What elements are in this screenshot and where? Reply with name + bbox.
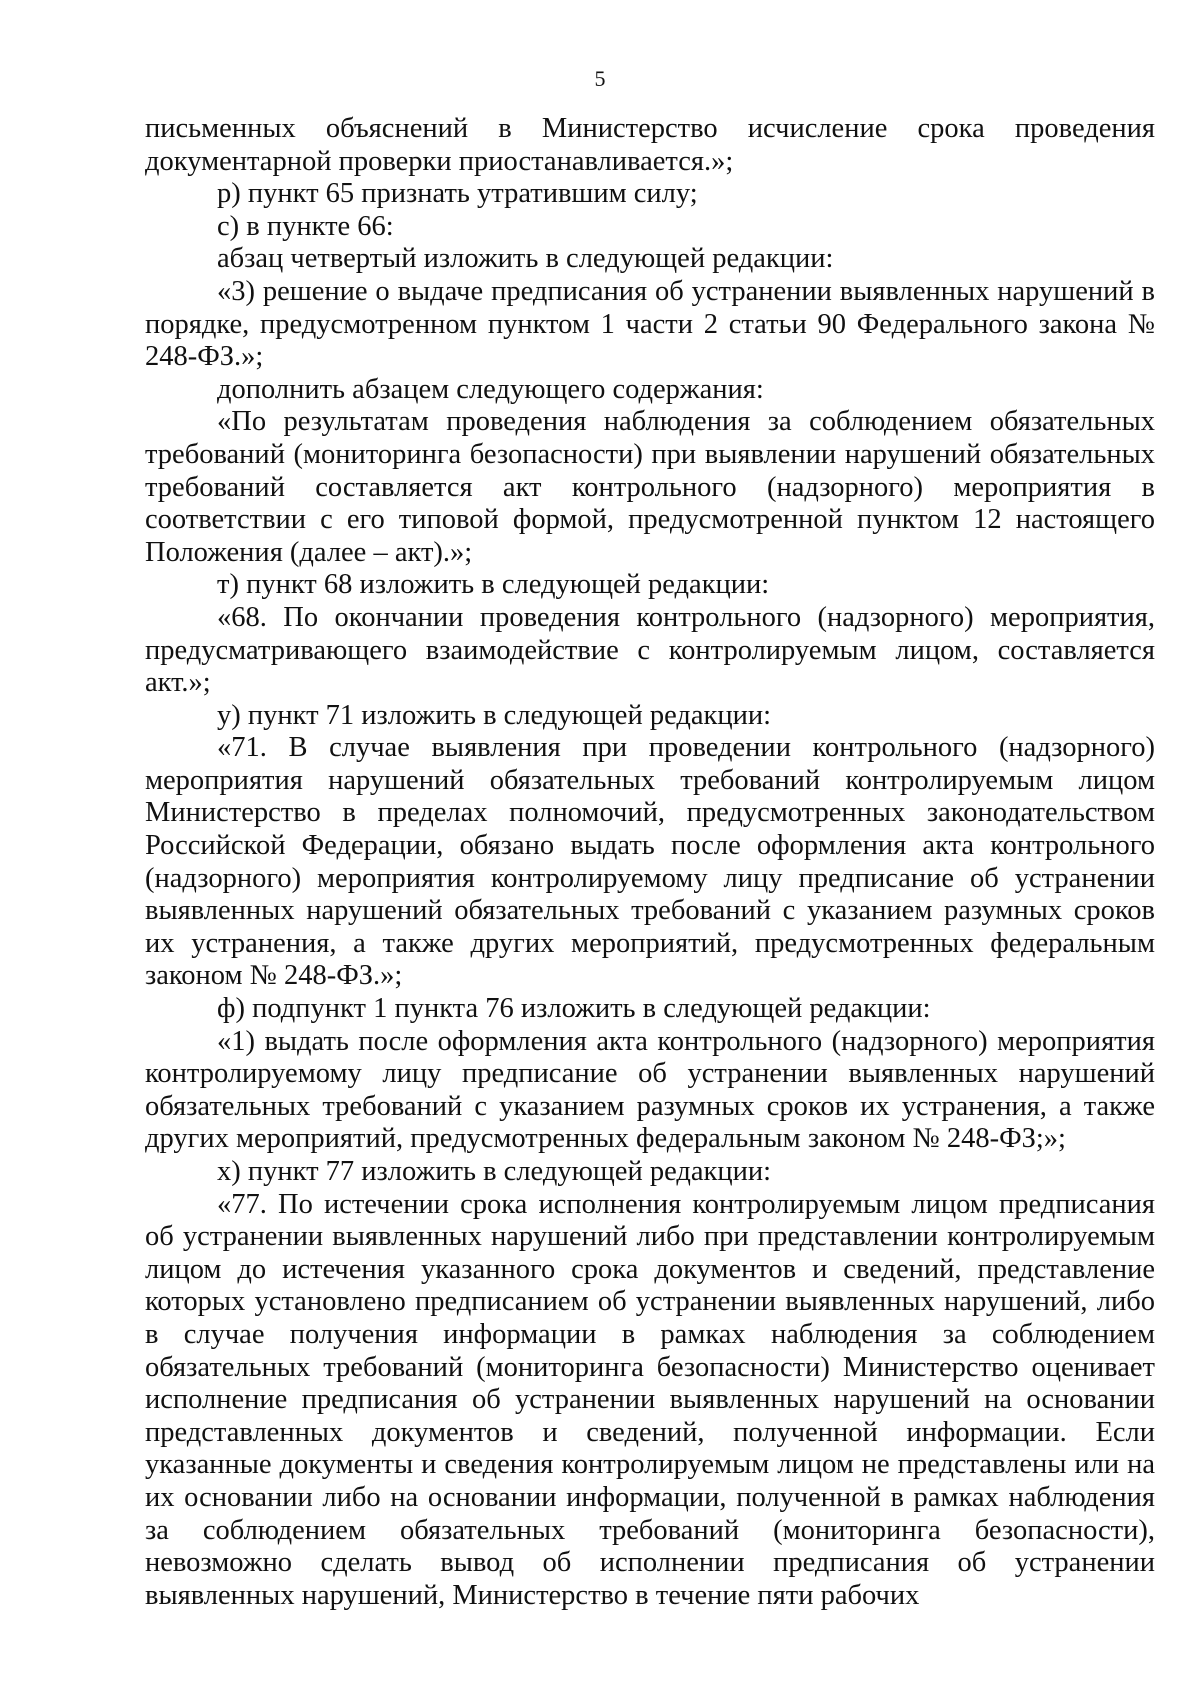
paragraph-quote-71: «71. В случае выявления при проведении контрольного (надзорного) мероприятия нарушений обязательных требований контролируемым лицом Министерство в пределах полномочий, предусмотренных законодательством Российской Федерации, обязано выдать после оформления акта контрольного (надзорного) мероприятия контролируемому лицу предписание об устранении выявленных нарушений обязательных требований с указанием разумных сроков их устранения, а также других мероприятий, предусмотренных федеральным законом № 248-ФЗ.»; [145, 732, 1155, 992]
paragraph-instruction: абзац четвертый изложить в следующей редакции: [217, 243, 834, 275]
paragraph-continuation: письменных объяснений в Министерство исчисление срока проведения документарной проверки приостанавливается.»; [145, 113, 1155, 177]
paragraph-item-kh: х) пункт 77 изложить в следующей редакции: [217, 1156, 772, 1187]
paragraph-item-r: р) пункт 65 признать утратившим силу; [217, 178, 698, 210]
document-body [145, 113, 1155, 1612]
paragraph-quote-77: «77. По истечении срока исполнения контролируемым лицом предписания об устранении выявленных нарушений либо при представлении контролируемым лицом до истечения указанного срока документов и сведений, представление которых установлено предписанием об устранении выявленных нарушений, либо в случае получения информации в рамках наблюдения за соблюдением обязательных требований (мониторинга безопасности) Министерство оценивает исполнение предписания об устранении выявленных нарушений на основании представленных документов и сведений, полученной информации. Если указанные документы и сведения контролируемым лицом не представлены или на их основании либо на основании информации, полученной в рамках наблюдения за соблюдением обязательных требований (мониторинга безопасности), невозможно сделать вывод об исполнении предписания об устранении выявленных нарушений, Министерство в течение пяти рабочих [145, 1188, 1155, 1611]
paragraph-quote-monitoring: «По результатам проведения наблюдения за соблюдением обязательных требований (мониторинга безопасности) при выявлении нарушений обязательных требований составляется акт контрольного (надзорного) мероприятия в соответствии с его типовой формой, предусмотренной пунктом 12 настоящего Положения (далее – акт).»; [145, 406, 1155, 568]
paragraph-quote-1: «1) выдать после оформления акта контрольного (надзорного) мероприятия контролируемому лицу предписание об устранении выявленных нарушений обязательных требований с указанием разумных сроков их устранения, а также других мероприятий, предусмотренных федеральным законом № 248-ФЗ;»; [145, 1025, 1155, 1155]
paragraph-item-f: ф) подпункт 1 пункта 76 изложить в следующей редакции: [217, 993, 931, 1025]
paragraph-quote-68: «68. По окончании проведения контрольного (надзорного) мероприятия, предусматривающего взаимодействие с контролируемым лицом, составляется акт.»; [145, 601, 1155, 699]
paragraph-item-s: с) в пункте 66: [217, 210, 394, 242]
paragraph-item-t: т) пункт 68 изложить в следующей редакции: [217, 569, 770, 601]
page-number: 5 [594, 66, 606, 91]
paragraph-item-u: у) пункт 71 изложить в следующей редакции: [217, 699, 772, 731]
paragraph-instruction: дополнить абзацем следующего содержания: [217, 373, 764, 405]
paragraph-quote-3: «3) решение о выдаче предписания об устранении выявленных нарушений в порядке, предусмотренном пунктом 1 части 2 статьи 90 Федерального закона № 248-ФЗ.»; [145, 275, 1155, 373]
